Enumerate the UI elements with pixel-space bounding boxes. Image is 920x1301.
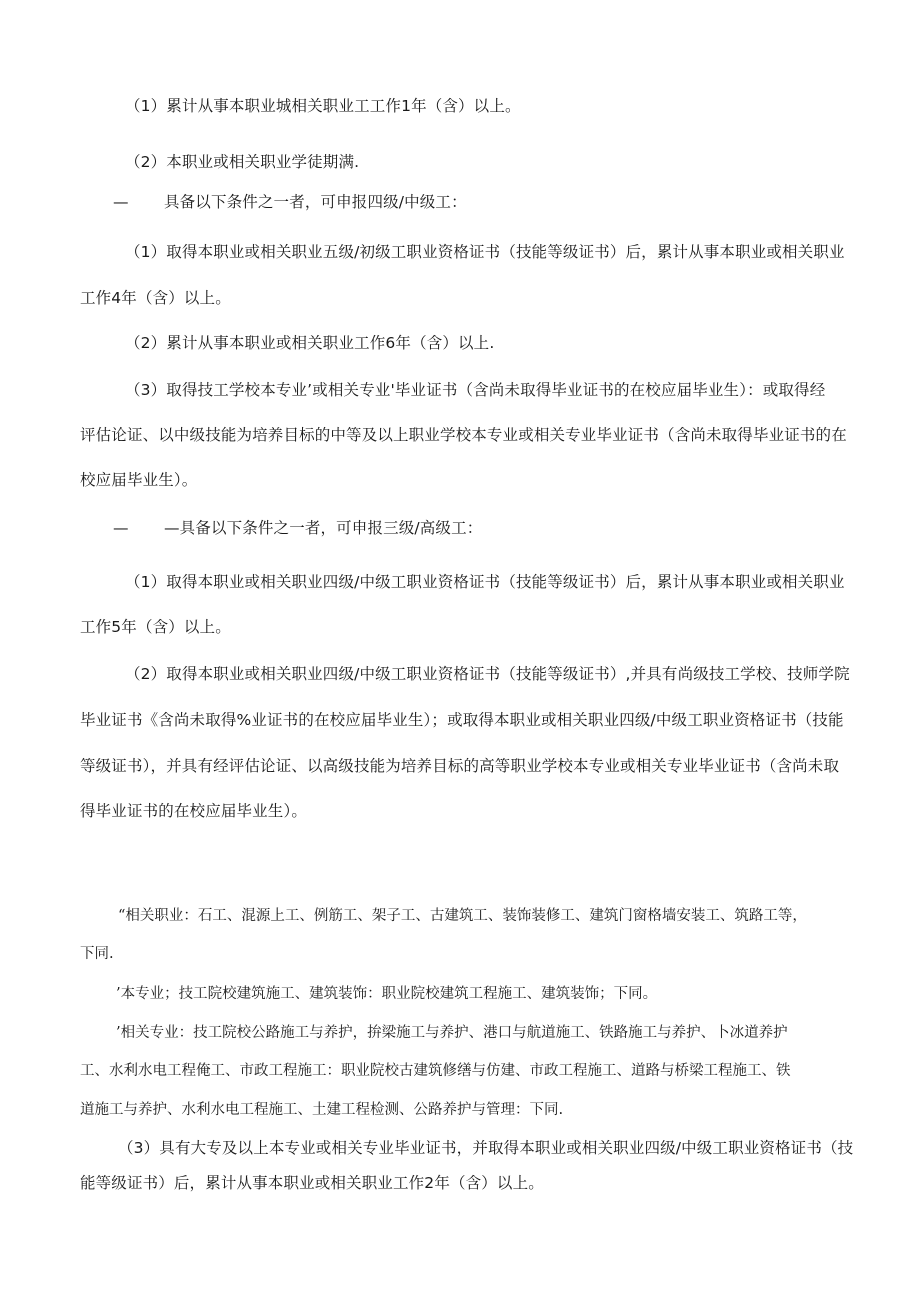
paragraph-line: 得毕业证书的在校应届毕业生）。 bbox=[80, 802, 308, 820]
paragraph-line: 毕业证书《含尚未取得%业证书的在校应届毕业生）；或取得本职业或相关职业四级/中级工职业资格证书（技能 bbox=[80, 711, 844, 729]
paragraph-line: 能等级证书）后，累计从事本职业或相关职业工作2年（含）以上。 bbox=[80, 1174, 544, 1192]
paragraph-line: （1）取得本职业或相关职业四级/中级工职业资格证书（技能等级证书）后，累计从事本职业或相关职业 bbox=[125, 573, 845, 591]
paragraph-line: （1）累计从事本职业城相关职业工工作1年（含）以上。 bbox=[125, 97, 521, 115]
footnote-line: ’本专业；技工院校建筑施工、建筑装饰：职业院校建筑工程施工、建筑装饰；下同。 bbox=[116, 986, 658, 1002]
section-dash: — bbox=[113, 193, 129, 211]
section-heading: —具备以下条件之一者，可申报三级/高级工： bbox=[164, 519, 483, 537]
paragraph-line: （3）取得技工学校本专业’或相关专业'毕业证书（含尚未取得毕业证书的在校应届毕业生）：或取得经 bbox=[125, 381, 826, 399]
section-heading: 具备以下条件之一者，可申报四级/中级工： bbox=[164, 193, 467, 211]
paragraph-line: 校应届毕业生）。 bbox=[80, 471, 198, 489]
paragraph-line: （2）取得本职业或相关职业四级/中级工职业资格证书（技能等级证书）,并具有尚级技工学校、技师学院 bbox=[125, 665, 850, 683]
footnote-line: “相关职业：石工、混源上工、例筋工、架子工、古建筑工、装饰装修工、建筑门窗格墙安装工、筑路工等， bbox=[118, 908, 807, 924]
footnote-line: 道施工与养护、水利水电工程施工、土建工程检测、公路养护与管理：下同. bbox=[80, 1102, 564, 1118]
paragraph-line: 等级证书），并具有经评估论证、以高级技能为培养目标的高等职业学校本专业或相关专业毕业证书（含尚未取 bbox=[80, 757, 840, 775]
paragraph-line: 工作5年（含）以上。 bbox=[80, 618, 231, 636]
paragraph-line: 评估论证、以中级技能为培养目标的中等及以上职业学校本专业或相关专业毕业证书（含尚未取得毕业证书的在 bbox=[80, 426, 847, 444]
paragraph-line: 工作4年（含）以上。 bbox=[80, 289, 231, 307]
footnote-line: ’相关专业：技工院校公路施工与养护，拚梁施工与养护、港口与航道施工、铁路施工与养护、卜冰道养护 bbox=[116, 1025, 788, 1041]
paragraph-line: （1）取得本职业或相关职业五级/初级工职业资格证书（技能等级证书）后，累计从事本职业或相关职业 bbox=[125, 243, 845, 261]
section-dash: — bbox=[113, 519, 129, 537]
paragraph-line: （3）具有大专及以上本专业或相关专业毕业证书，并取得本职业或相关职业四级/中级工职业资格证书（技 bbox=[118, 1139, 854, 1157]
paragraph-line: （2）本职业或相关职业学徒期满. bbox=[125, 153, 360, 171]
paragraph-line: （2）累计从事本职业或相关职业工作6年（含）以上. bbox=[125, 334, 495, 352]
footnote-line: 工、水利水电工程俺工、市政工程施工：职业院校古建筑修缮与仿建、市政工程施工、道路与桥梁工程施工、铁 bbox=[80, 1063, 791, 1079]
footnote-line: 下同. bbox=[80, 946, 114, 962]
